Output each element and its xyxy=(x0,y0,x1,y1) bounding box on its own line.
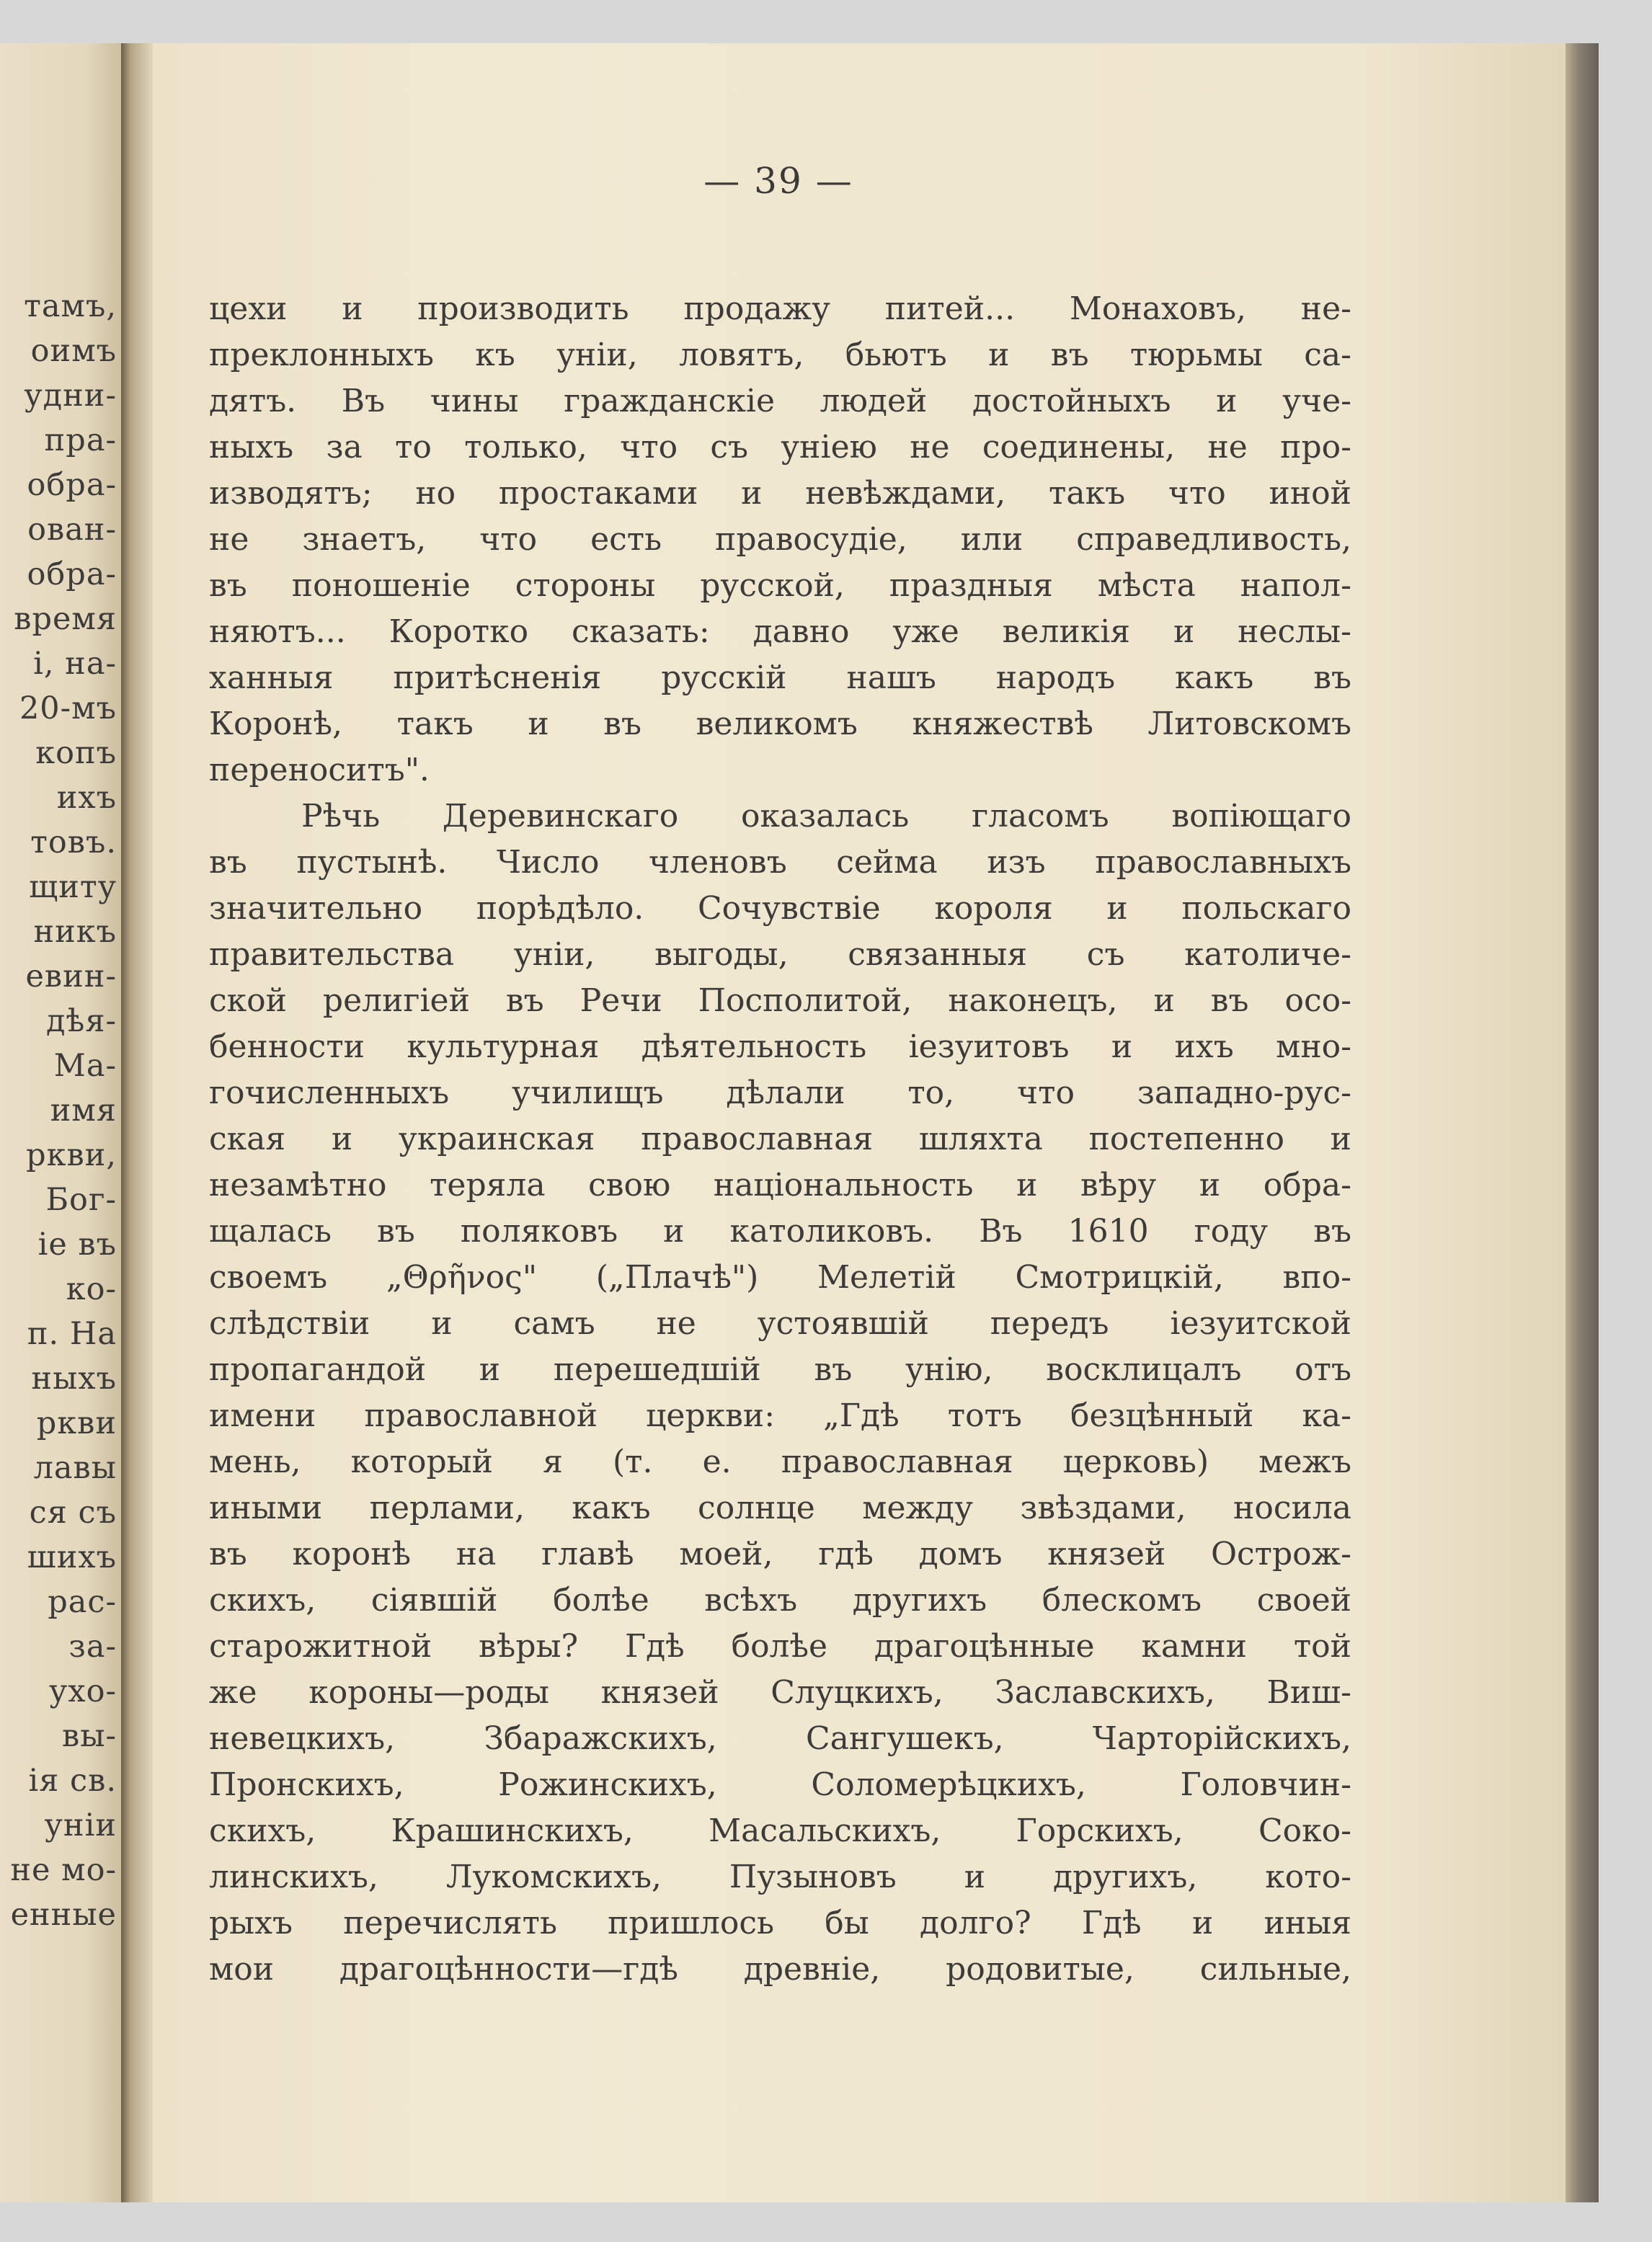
text-line: ныхъ за то только, что съ уніею не соединены, не про- xyxy=(209,429,1351,466)
text-line: дятъ. Въ чины гражданскіе людей достойныхъ и уче- xyxy=(209,383,1351,419)
left-page-fragment: ся съ xyxy=(29,1495,117,1531)
text-line: старожитной вѣры? Гдѣ болѣе драгоцѣнные камни той xyxy=(209,1628,1351,1665)
text-line: значительно порѣдѣло. Сочувствіе короля и польскаго xyxy=(209,890,1351,927)
text-line: няютъ... Коротко сказать: давно уже великія и неслы- xyxy=(209,613,1351,650)
left-page-fragment: ныхъ xyxy=(31,1361,117,1397)
left-page-fragment: обра- xyxy=(27,556,117,592)
left-page-fragment: не мо- xyxy=(10,1852,117,1888)
text-line: линскихъ, Лукомскихъ, Пузыновъ и другихъ, кото- xyxy=(209,1859,1351,1895)
text-line: скихъ, Крашинскихъ, Масальскихъ, Горскихъ, Соко- xyxy=(209,1812,1351,1849)
left-page-fragment: тамъ, xyxy=(24,288,117,324)
left-page-fragment: оимъ xyxy=(30,333,117,369)
left-page-fragment: іе въ xyxy=(37,1227,117,1263)
text-line: щалась въ поляковъ и католиковъ. Въ 1610 году въ xyxy=(209,1213,1351,1250)
left-page-fragment: і, на- xyxy=(33,646,117,682)
left-page-fragment: енные xyxy=(10,1897,117,1933)
text-line: незамѣтно теряла свою національность и вѣру и обра- xyxy=(209,1167,1351,1204)
left-page-fragment: ко- xyxy=(66,1271,117,1307)
text-line: слѣдствіи и самъ не устоявшій передъ іезуитской xyxy=(209,1305,1351,1342)
left-page-fragment: ркви, xyxy=(26,1137,117,1173)
text-line-paragraph-end: переноситъ". xyxy=(209,752,430,788)
text-line: изводятъ; но простаками и невѣждами, такъ что иной xyxy=(209,475,1351,512)
left-page-fragment: товъ. xyxy=(30,824,117,860)
left-page-edge xyxy=(0,43,121,2202)
left-page-fragment: лавы xyxy=(33,1450,117,1486)
text-line: невецкихъ, Збаражскихъ, Сангушекъ, Чарторійскихъ, xyxy=(209,1720,1351,1757)
text-line: же короны—роды князей Слуцкихъ, Заславскихъ, Виш- xyxy=(209,1674,1351,1711)
left-page-fragment: Бог- xyxy=(45,1182,117,1218)
page-edge-shadow xyxy=(1566,43,1599,2202)
left-page-fragment: имя xyxy=(50,1093,117,1129)
text-line: въ пустынѣ. Число членовъ сейма изъ православныхъ xyxy=(209,844,1351,881)
text-line: иными перлами, какъ солнце между звѣздами, носила xyxy=(209,1490,1351,1526)
left-page-fragment: ія св. xyxy=(28,1763,117,1799)
body-text xyxy=(209,286,1351,1993)
left-page-fragment: евин- xyxy=(25,958,117,995)
text-line: скихъ, сіявшій болѣе всѣхъ другихъ блескомъ своей xyxy=(209,1582,1351,1619)
left-page-fragment: ихъ xyxy=(56,780,117,816)
text-line: имени православной церкви: „Гдѣ тотъ безцѣнный ка- xyxy=(209,1397,1351,1434)
left-page-fragment: ухо- xyxy=(49,1673,117,1709)
text-line: бенности культурная дѣятельность іезуитовъ и ихъ мно- xyxy=(209,1028,1351,1065)
text-line: Коронѣ, такъ и въ великомъ княжествѣ Литовскомъ xyxy=(209,706,1351,742)
text-line: ской религіей въ Речи Посполитой, наконецъ, и въ осо- xyxy=(209,982,1351,1019)
text-line: своемъ „Θρῆνος" („Плачѣ") Мелетій Смотрицкій, впо- xyxy=(209,1259,1351,1296)
left-page-fragment: пра- xyxy=(44,422,117,458)
text-line: въ коронѣ на главѣ моей, гдѣ домъ князей Острож- xyxy=(209,1536,1351,1572)
left-page-fragment: ркви xyxy=(36,1405,117,1441)
left-page-fragment: время xyxy=(14,601,117,637)
left-page-fragment: 20-мъ xyxy=(19,690,117,726)
page-number: — 39 — xyxy=(703,160,853,202)
book-gutter xyxy=(121,43,153,2202)
left-page-fragment: п. На xyxy=(27,1316,117,1352)
left-page-fragment: никъ xyxy=(33,914,117,950)
left-page-fragment: вы- xyxy=(62,1718,117,1754)
text-line: мои драгоцѣнности—гдѣ древніе, родовитые, сильные, xyxy=(209,1951,1351,1988)
left-page-fragment: шихъ xyxy=(27,1539,117,1575)
left-page-fragment: удни- xyxy=(24,378,117,414)
left-page-fragment: дѣя- xyxy=(45,1003,117,1039)
left-page-fragment: за- xyxy=(68,1629,117,1665)
text-line: въ поношеніе стороны русской, праздныя мѣста напол- xyxy=(209,567,1351,604)
text-line: гочисленныхъ училищъ дѣлали то, что западно-рус- xyxy=(209,1075,1351,1111)
left-page-fragment: Ма- xyxy=(53,1048,117,1084)
left-page-fragment: обра- xyxy=(27,467,117,503)
text-line: правительства уніи, выгоды, связанныя съ католиче- xyxy=(209,936,1351,973)
left-page-fragment: ован- xyxy=(27,512,117,548)
text-line: ская и украинская православная шляхта постепенно и xyxy=(209,1121,1351,1157)
text-line: пропагандой и перешедшій въ унію, восклицалъ отъ xyxy=(209,1351,1351,1388)
text-line: преклонныхъ къ уніи, ловятъ, бьютъ и въ тюрьмы са- xyxy=(209,337,1351,373)
text-line-paragraph-start: Рѣчь Деревинскаго оказалась гласомъ вопіющаго xyxy=(301,798,1351,835)
text-line: рыхъ перечислять пришлось бы долго? Гдѣ и иныя xyxy=(209,1905,1351,1941)
left-page-fragment: щиту xyxy=(29,869,117,905)
text-line: ханныя притѣсненія русскій нашъ народъ какъ въ xyxy=(209,659,1351,696)
text-line: мень, который я (т. е. православная церковь) межъ xyxy=(209,1443,1351,1480)
left-page-fragment: копъ xyxy=(35,735,117,771)
text-line: цехи и производить продажу питей... Монаховъ, не- xyxy=(209,290,1351,327)
text-line: не знаетъ, что есть правосудіе, или справедливость, xyxy=(209,521,1351,558)
left-page-fragment: уніи xyxy=(44,1807,117,1843)
left-page-fragment: рас- xyxy=(48,1584,117,1620)
text-line: Пронскихъ, Рожинскихъ, Соломерѣцкихъ, Головчин- xyxy=(209,1766,1351,1803)
